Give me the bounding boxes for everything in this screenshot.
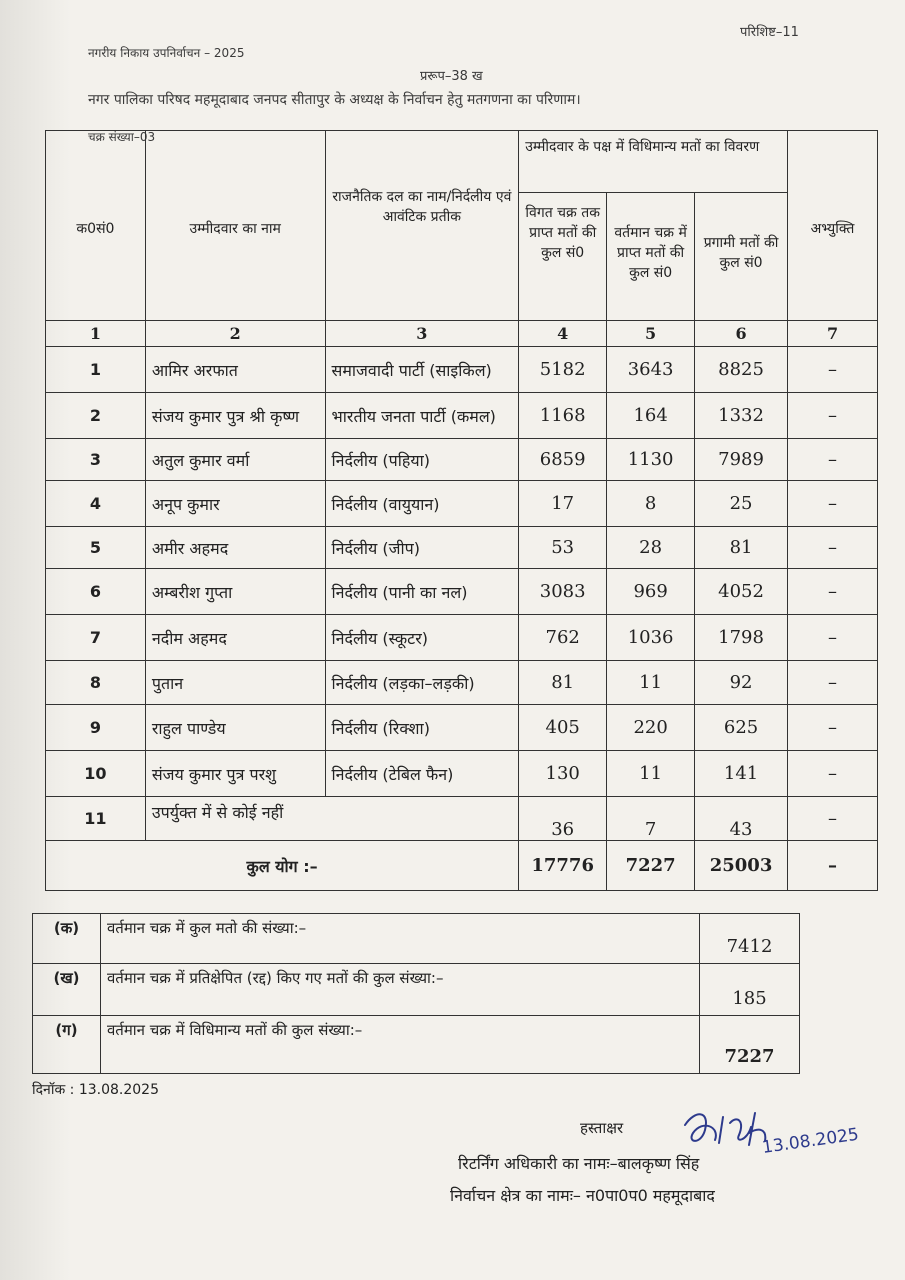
serial-number: 3 — [46, 439, 146, 481]
candidate-row — [46, 481, 878, 527]
candidate-rows — [46, 347, 878, 797]
total-progressive-votes: 25003 — [695, 841, 788, 891]
party-symbol: निर्दलीय (जीप) — [325, 527, 519, 569]
summary-text: वर्तमान चक्र में कुल मतो की संख्या:– — [100, 914, 699, 964]
total-label: कुल योग :– — [46, 841, 519, 891]
column-number-row — [46, 321, 878, 347]
summary-label: (ख) — [33, 964, 101, 1016]
header-party: राजनैतिक दल का नाम/निर्दलीय एवं आवंटिक प्रतीक — [325, 131, 519, 321]
remark: – — [788, 569, 878, 615]
party-symbol: निर्दलीय (रिक्शा) — [325, 705, 519, 751]
progressive-votes: 43 — [695, 797, 788, 841]
remark: – — [788, 481, 878, 527]
total-row — [46, 841, 878, 891]
summary-label: (क) — [33, 914, 101, 964]
remark: – — [788, 751, 878, 797]
current-votes: 1130 — [607, 439, 695, 481]
current-votes: 3643 — [607, 347, 695, 393]
serial-number: 5 — [46, 527, 146, 569]
party-symbol: निर्दलीय (टेबिल फैन) — [325, 751, 519, 797]
candidate-row — [46, 615, 878, 661]
header-remarks: अभ्युक्ति — [788, 131, 878, 321]
previous-votes: 81 — [519, 661, 607, 705]
serial-number: 6 — [46, 569, 146, 615]
progressive-votes: 92 — [695, 661, 788, 705]
total-remark: – — [788, 841, 878, 891]
column-number: 7 — [788, 321, 878, 347]
column-number: 4 — [519, 321, 607, 347]
header-previous-votes: विगत चक्र तक प्राप्त मतों की कुल सं0 — [519, 193, 607, 321]
remark: – — [788, 705, 878, 751]
summary-value: 7412 — [700, 914, 800, 964]
previous-votes: 405 — [519, 705, 607, 751]
signature-date: 13.08.2025 — [760, 1124, 861, 1158]
summary-text: वर्तमान चक्र में प्रतिक्षेपित (रद्द) किए गए मतों की कुल संख्या:– — [100, 964, 699, 1016]
progressive-votes: 1332 — [695, 393, 788, 439]
serial-number: 7 — [46, 615, 146, 661]
serial-number: 8 — [46, 661, 146, 705]
party-symbol: निर्दलीय (स्कूटर) — [325, 615, 519, 661]
returning-officer-name: रिटर्निंग अधिकारी का नामः–बालकृष्ण सिंह — [458, 1154, 700, 1173]
total-current-votes: 7227 — [607, 841, 695, 891]
progressive-votes: 1798 — [695, 615, 788, 661]
progressive-votes: 625 — [695, 705, 788, 751]
remark: – — [788, 347, 878, 393]
current-votes: 28 — [607, 527, 695, 569]
header-candidate-name: उम्मीदवार का नाम — [145, 131, 325, 321]
progressive-votes: 81 — [695, 527, 788, 569]
date-label: दिनॉक : 13.08.2025 — [32, 1082, 159, 1098]
serial-number: 11 — [46, 797, 146, 841]
total-previous-votes: 17776 — [519, 841, 607, 891]
candidate-row — [46, 661, 878, 705]
summary-value: 7227 — [700, 1016, 800, 1074]
progressive-votes: 4052 — [695, 569, 788, 615]
previous-votes: 762 — [519, 615, 607, 661]
header-valid-votes: उम्मीदवार के पक्ष में विधिमान्य मतों का विवरण — [519, 131, 788, 193]
header-serial: क0सं0 — [46, 131, 146, 321]
summary-row-valid-votes — [33, 1016, 800, 1074]
candidate-name: संजय कुमार पुत्र परशु — [145, 751, 325, 797]
summary-text: वर्तमान चक्र में विधिमान्य मतों की कुल संख्या:– — [100, 1016, 699, 1074]
candidate-row — [46, 347, 878, 393]
current-votes: 220 — [607, 705, 695, 751]
summary-row-rejected-votes — [33, 964, 800, 1016]
current-votes: 164 — [607, 393, 695, 439]
party-symbol: निर्दलीय (पहिया) — [325, 439, 519, 481]
candidate-row — [46, 393, 878, 439]
current-votes: 1036 — [607, 615, 695, 661]
column-number: 5 — [607, 321, 695, 347]
serial-number: 10 — [46, 751, 146, 797]
previous-votes: 5182 — [519, 347, 607, 393]
election-label: नगरीय निकाय उपनिर्वाचन – 2025 — [88, 46, 245, 60]
candidate-row — [46, 705, 878, 751]
header-progressive-votes: प्रगामी मतों की कुल सं0 — [695, 193, 788, 321]
current-votes: 8 — [607, 481, 695, 527]
signature-label: हस्ताक्षर — [580, 1119, 624, 1137]
progressive-votes: 7989 — [695, 439, 788, 481]
party-symbol: निर्दलीय (वायुयान) — [325, 481, 519, 527]
round-label: चक्र संख्या–03 — [88, 130, 156, 144]
current-votes: 11 — [607, 661, 695, 705]
candidate-name: उपर्युक्त में से कोई नहीं — [145, 797, 518, 841]
candidate-name: पुतान — [145, 661, 325, 705]
appendix-label: परिशिष्ट–11 — [740, 25, 799, 40]
candidate-row — [46, 439, 878, 481]
candidate-name: राहुल पाण्डेय — [145, 705, 325, 751]
candidate-row — [46, 569, 878, 615]
candidate-row — [46, 751, 878, 797]
form-label: प्ररूप–38 ख — [420, 69, 483, 84]
candidate-name: अमीर अहमद — [145, 527, 325, 569]
summary-label: (ग) — [33, 1016, 101, 1074]
current-votes: 969 — [607, 569, 695, 615]
current-votes: 7 — [607, 797, 695, 841]
remark: – — [788, 527, 878, 569]
party-symbol: समाजवादी पार्टी (साइकिल) — [325, 347, 519, 393]
candidate-name: अतुल कुमार वर्मा — [145, 439, 325, 481]
header-current-votes: वर्तमान चक्र में प्राप्त मतों की कुल सं0 — [607, 193, 695, 321]
column-number: 2 — [145, 321, 325, 347]
serial-number: 2 — [46, 393, 146, 439]
nota-row — [46, 797, 878, 841]
party-symbol: निर्दलीय (लड़का–लड़की) — [325, 661, 519, 705]
previous-votes: 130 — [519, 751, 607, 797]
column-number: 3 — [325, 321, 519, 347]
remark: – — [788, 393, 878, 439]
progressive-votes: 141 — [695, 751, 788, 797]
column-number: 6 — [695, 321, 788, 347]
party-symbol: निर्दलीय (पानी का नल) — [325, 569, 519, 615]
remark: – — [788, 439, 878, 481]
summary-table — [32, 913, 800, 1074]
serial-number: 1 — [46, 347, 146, 393]
candidate-name: अम्बरीश गुप्ता — [145, 569, 325, 615]
remark: – — [788, 797, 878, 841]
previous-votes: 36 — [519, 797, 607, 841]
column-number: 1 — [46, 321, 146, 347]
candidate-name: अनूप कुमार — [145, 481, 325, 527]
results-table — [45, 130, 878, 891]
remark: – — [788, 661, 878, 705]
document-title: नगर पालिका परिषद महमूदाबाद जनपद सीतापुर के अध्यक्ष के निर्वाचन हेतु मतगणना का परिणाम। — [88, 92, 581, 108]
previous-votes: 3083 — [519, 569, 607, 615]
previous-votes: 6859 — [519, 439, 607, 481]
candidate-name: संजय कुमार पुत्र श्री कृष्ण — [145, 393, 325, 439]
progressive-votes: 8825 — [695, 347, 788, 393]
candidate-row — [46, 527, 878, 569]
progressive-votes: 25 — [695, 481, 788, 527]
constituency-name: निर्वाचन क्षेत्र का नामः– न0पा0प0 महमूदाबाद — [450, 1186, 715, 1205]
current-votes: 11 — [607, 751, 695, 797]
serial-number: 9 — [46, 705, 146, 751]
summary-value: 185 — [700, 964, 800, 1016]
party-symbol: भारतीय जनता पार्टी (कमल) — [325, 393, 519, 439]
previous-votes: 53 — [519, 527, 607, 569]
handwritten-signature — [675, 1105, 885, 1165]
previous-votes: 1168 — [519, 393, 607, 439]
candidate-name: आमिर अरफात — [145, 347, 325, 393]
serial-number: 4 — [46, 481, 146, 527]
remark: – — [788, 615, 878, 661]
candidate-name: नदीम अहमद — [145, 615, 325, 661]
summary-row-total-votes — [33, 914, 800, 964]
previous-votes: 17 — [519, 481, 607, 527]
